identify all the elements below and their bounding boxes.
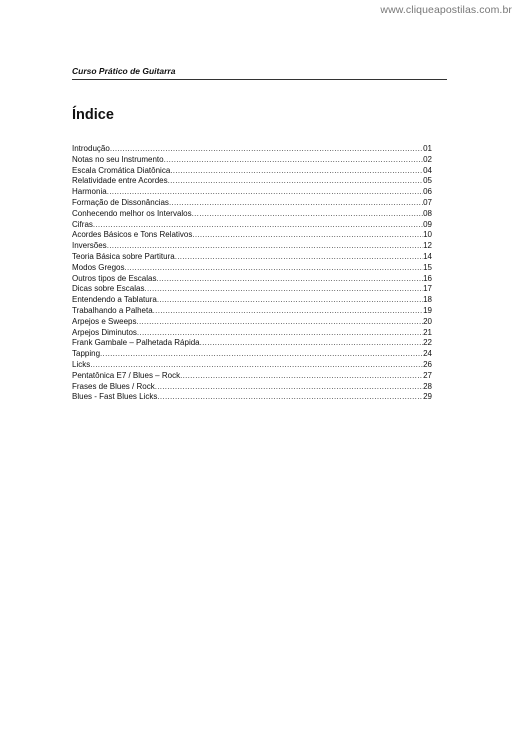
toc-leader-dots bbox=[153, 306, 423, 317]
toc-entry-label: Trabalhando a Palheta bbox=[72, 305, 153, 315]
toc-leader-dots bbox=[169, 198, 423, 209]
toc-leader-dots bbox=[107, 187, 423, 198]
toc-entry-label: Cifras bbox=[72, 219, 93, 229]
toc-leader-dots bbox=[157, 392, 423, 403]
toc-leader-dots bbox=[180, 371, 423, 382]
toc-entry-page: 22 bbox=[423, 338, 432, 348]
toc-entry[interactable] bbox=[72, 349, 432, 360]
toc-leader-dots bbox=[110, 144, 423, 155]
toc-entry[interactable] bbox=[72, 360, 432, 371]
toc-entry-page: 17 bbox=[423, 284, 432, 294]
toc-leader-dots bbox=[144, 284, 423, 295]
toc-entry-label: Notas no seu Instrumento bbox=[72, 154, 164, 164]
toc-entry-page: 08 bbox=[423, 208, 432, 218]
toc-leader-dots bbox=[90, 360, 423, 371]
toc-leader-dots bbox=[168, 176, 423, 187]
toc-entry-label: Blues - Fast Blues Licks bbox=[72, 392, 158, 402]
toc-entry-page: 26 bbox=[423, 359, 432, 369]
toc-entry[interactable] bbox=[72, 252, 432, 263]
toc-entry-label: Modos Gregos bbox=[72, 262, 125, 272]
toc-entry-page: 06 bbox=[423, 187, 432, 197]
toc-leader-dots bbox=[170, 166, 423, 177]
toc-entry-label: Dicas sobre Escalas bbox=[72, 284, 145, 294]
toc-entry-page: 14 bbox=[423, 251, 432, 261]
site-url: www.cliqueapostilas.com.br bbox=[380, 4, 512, 16]
toc-entry-page: 05 bbox=[423, 176, 432, 186]
toc-entry-page: 12 bbox=[423, 241, 432, 251]
toc-entry-page: 18 bbox=[423, 295, 432, 305]
toc-entry-label: Inversões bbox=[72, 241, 107, 251]
running-header: Curso Prático de Guitarra bbox=[72, 66, 176, 76]
toc-entry[interactable] bbox=[72, 284, 432, 295]
toc-entry[interactable] bbox=[72, 241, 432, 252]
toc-entry-label: Harmonia bbox=[72, 187, 107, 197]
toc-entry-label: Teoria Básica sobre Partitura bbox=[72, 251, 175, 261]
toc-entry-label: Pentatônica E7 / Blues – Rock bbox=[72, 370, 181, 380]
toc-leader-dots bbox=[137, 328, 423, 339]
toc-entry[interactable] bbox=[72, 295, 432, 306]
toc-entry-label: Frases de Blues / Rock bbox=[72, 381, 155, 391]
toc-entry[interactable] bbox=[72, 144, 432, 155]
toc-entry-page: 02 bbox=[423, 154, 432, 164]
toc-entry-page: 07 bbox=[423, 197, 432, 207]
toc-entry-label: Conhecendo melhor os Intervalos bbox=[72, 208, 192, 218]
toc-entry-page: 09 bbox=[423, 219, 432, 229]
toc-leader-dots bbox=[155, 382, 423, 393]
toc-entry-page: 01 bbox=[423, 144, 432, 153]
header-rule bbox=[72, 79, 447, 80]
toc-entry[interactable] bbox=[72, 382, 432, 393]
toc-entry-label: Escala Cromática Diatônica bbox=[72, 165, 171, 175]
index-title: Índice bbox=[72, 107, 114, 123]
toc-entry-label: Tapping bbox=[72, 349, 101, 359]
toc-entry-label: Licks bbox=[72, 359, 91, 369]
toc-entry-label: Frank Gambale – Palhetada Rápida bbox=[72, 338, 200, 348]
toc-entry[interactable] bbox=[72, 274, 432, 285]
toc-leader-dots bbox=[136, 317, 423, 328]
toc-leader-dots bbox=[192, 230, 423, 241]
toc-entry[interactable] bbox=[72, 209, 432, 220]
toc-entry[interactable] bbox=[72, 166, 432, 177]
toc-leader-dots bbox=[175, 252, 423, 263]
toc-entry-label: Introdução bbox=[72, 144, 110, 153]
toc-entry-label: Formação de Dissonâncias bbox=[72, 197, 169, 207]
toc-entry[interactable] bbox=[72, 230, 432, 241]
toc-entry-page: 19 bbox=[423, 305, 432, 315]
toc-leader-dots bbox=[200, 338, 423, 349]
toc-entry[interactable] bbox=[72, 338, 432, 349]
toc-leader-dots bbox=[100, 349, 423, 360]
toc-entry-page: 27 bbox=[423, 370, 432, 380]
toc-entry-page: 10 bbox=[423, 230, 432, 240]
toc-leader-dots bbox=[164, 155, 423, 166]
toc-entry[interactable] bbox=[72, 176, 432, 187]
toc-entry-label: Arpejos Diminutos bbox=[72, 327, 137, 337]
toc-entry[interactable] bbox=[72, 306, 432, 317]
toc-entry[interactable] bbox=[72, 263, 432, 274]
toc-entry-label: Relatividade entre Acordes bbox=[72, 176, 168, 186]
toc-entry-page: 21 bbox=[423, 327, 432, 337]
toc-entry-page: 28 bbox=[423, 381, 432, 391]
toc-entry-label: Acordes Básicos e Tons Relativos bbox=[72, 230, 193, 240]
toc-entry[interactable] bbox=[72, 371, 432, 382]
toc-entry-page: 15 bbox=[423, 262, 432, 272]
toc-entry[interactable] bbox=[72, 220, 432, 231]
toc-entry-page: 24 bbox=[423, 349, 432, 359]
toc-entry-label: Outros tipos de Escalas bbox=[72, 273, 157, 283]
toc-leader-dots bbox=[93, 220, 423, 231]
toc-entry[interactable] bbox=[72, 155, 432, 166]
toc-entry-page: 29 bbox=[423, 392, 432, 402]
toc-entry-label: Entendendo a Tablatura bbox=[72, 295, 157, 305]
toc-entry[interactable] bbox=[72, 317, 432, 328]
toc-leader-dots bbox=[157, 295, 423, 306]
toc-entry-page: 04 bbox=[423, 165, 432, 175]
toc-entry[interactable] bbox=[72, 392, 432, 403]
toc-leader-dots bbox=[192, 209, 423, 220]
toc-entry[interactable] bbox=[72, 328, 432, 339]
toc-entry[interactable] bbox=[72, 187, 432, 198]
toc-entry-page: 16 bbox=[423, 273, 432, 283]
toc-leader-dots bbox=[107, 241, 423, 252]
table-of-contents bbox=[72, 144, 432, 403]
toc-leader-dots bbox=[124, 263, 423, 274]
toc-entry[interactable] bbox=[72, 198, 432, 209]
toc-leader-dots bbox=[156, 274, 423, 285]
toc-entry-page: 20 bbox=[423, 316, 432, 326]
toc-entry-label: Arpejos e Sweeps bbox=[72, 316, 137, 326]
